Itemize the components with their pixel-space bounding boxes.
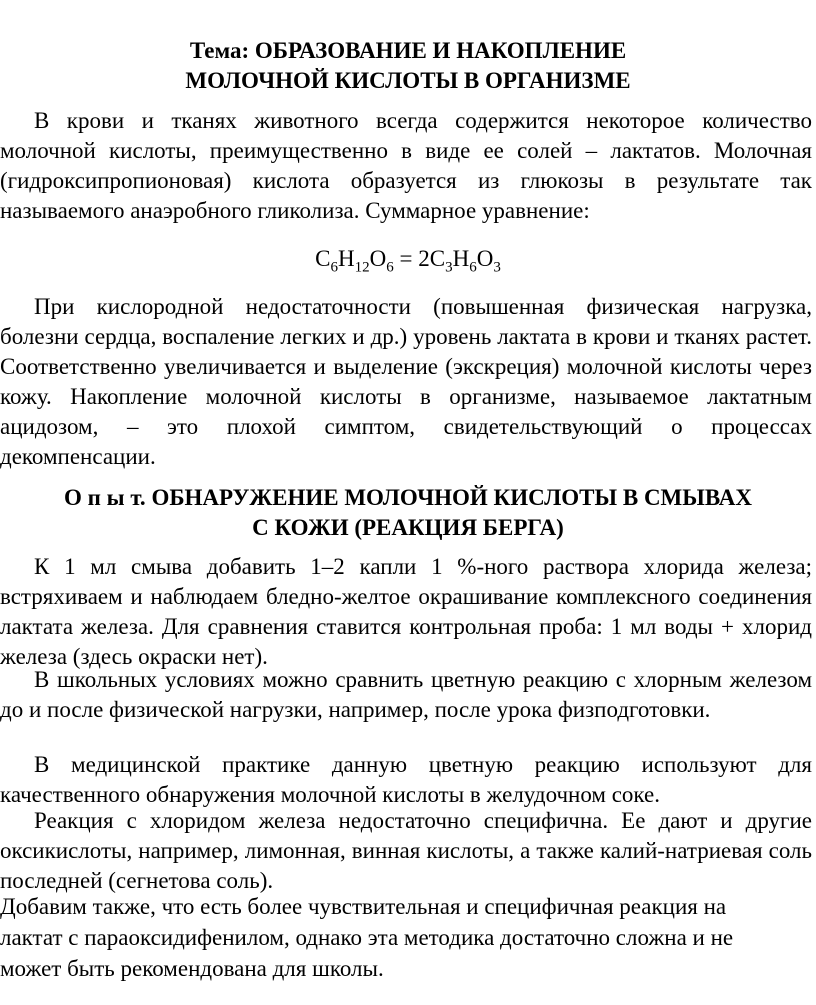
eq-c-left: C	[315, 246, 331, 271]
addendum-paragraph: Добавим также, что есть более чувствительная и специфичная реакция на лактат с параоксидифенилом, однако эта методика достаточно сложна и не может быть рекомендована для школы.	[0, 894, 734, 981]
eq-h-left: H	[338, 246, 355, 271]
school-paragraph: В школьных условиях можно сравнить цветную реакцию с хлорным железом до и после физической нагрузки, например, после урока физподготовки.	[0, 667, 812, 722]
medical-paragraph: В медицинской практике данную цветную реакцию используют для качественного обнаружения молочной кислоты в желудочном соке.	[0, 752, 812, 807]
eq-o-right-count: 3	[493, 259, 501, 276]
experiment-heading-line-2: С КОЖИ (РЕАКЦИЯ БЕРГА)	[252, 515, 564, 540]
eq-h-right-count: 6	[469, 259, 477, 276]
intro-paragraph: В крови и тканях животного всегда содержится некоторое количество молочной кислоты, преимущественно в виде ее солей – лактатов. Молочная (гидроксипропионовая) кислота образуется из глюкозы в результате так называемого анаэробного гликолиза. Суммарное уравнение:	[0, 108, 812, 223]
experiment-label: О п ы т.	[64, 485, 146, 510]
eq-c-right: C	[429, 246, 446, 271]
experiment-title-1: ОБНАРУЖЕНИЕ МОЛОЧНОЙ КИСЛОТЫ В СМЫВАХ	[145, 485, 752, 510]
eq-o-left-count: 6	[386, 259, 394, 276]
eq-h-left-count: 12	[354, 259, 370, 276]
hypoxia-paragraph: При кислородной недостаточности (повышенная физическая нагрузка, болезни сердца, воспаление легких и др.) уровень лактата в крови и тканях растет. Соответственно увеличивается и выделение (экскреция) молочной кислоты через кожу. Накопление молочной кислоты в организме, называемое лактатным ацидозом, – это плохой симптом, свидетельствующий о процессах декомпенсации.	[0, 294, 812, 469]
procedure-paragraph: К 1 мл смыва добавить 1–2 капли 1 %-ного раствора хлорида железа; встряхиваем и наблюдаем бледно-желтое окрашивание комплексного соединения лактата железа. Для сравнения ставится контрольная проба: 1 мл воды + хлорид железа (здесь окраски нет).	[0, 554, 812, 669]
page-title-line-1: Тема: ОБРАЗОВАНИЕ И НАКОПЛЕНИЕ	[189, 38, 627, 63]
reaction-equation	[0, 244, 816, 274]
page-title-line-2: МОЛОЧНОЙ КИСЛОТЫ В ОРГАНИЗМЕ	[185, 68, 631, 93]
specificity-paragraph: Реакция с хлоридом железа недостаточно специфична. Ее дают и другие оксикислоты, например, лимонная, винная кислоты, а также калий-натриевая соль последней (сегнетова соль).	[0, 808, 812, 893]
eq-c-left-count: 6	[330, 259, 338, 276]
eq-operator: = 2	[393, 246, 430, 271]
eq-h-right: H	[452, 246, 470, 271]
eq-c-right-count: 3	[445, 259, 453, 276]
eq-o-right: O	[476, 246, 494, 271]
experiment-heading-line-1	[0, 483, 816, 513]
eq-o-left: O	[369, 246, 387, 271]
